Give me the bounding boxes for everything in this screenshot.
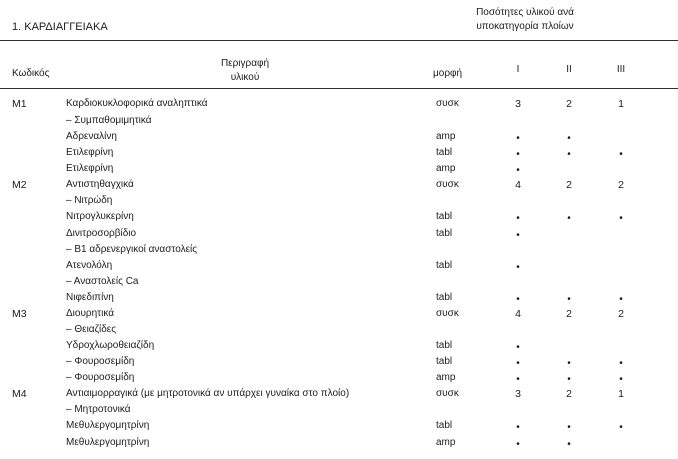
- row-form: tabl: [436, 211, 453, 222]
- availability-dot: •: [567, 133, 571, 144]
- row-form: tabl: [436, 228, 453, 239]
- column-header-code: Κωδικός: [12, 68, 50, 79]
- row-form: συσκ: [436, 98, 459, 109]
- availability-dot: •: [516, 213, 520, 224]
- availability-dot: •: [567, 358, 571, 369]
- row-code: M2: [12, 179, 27, 191]
- quantity-value: 2: [566, 308, 572, 320]
- column-header-description-line-2: υλικού: [230, 72, 260, 83]
- availability-dot: •: [567, 422, 571, 433]
- header-bottom-rule: [0, 88, 678, 89]
- quantity-value: 4: [515, 308, 521, 320]
- availability-dot: •: [619, 358, 623, 369]
- row-description: Υδροχλωροθειαζίδη: [66, 340, 155, 351]
- row-form: tabl: [436, 356, 453, 367]
- row-form: tabl: [436, 420, 453, 431]
- availability-dot: •: [516, 374, 520, 385]
- availability-dot: •: [516, 262, 520, 273]
- availability-dot: •: [619, 374, 623, 385]
- row-description: – Β1 αδρενεργικοί αναστολείς: [66, 244, 198, 255]
- availability-dot: •: [516, 149, 520, 160]
- row-form: tabl: [436, 292, 453, 303]
- availability-dot: •: [516, 133, 520, 144]
- row-form: tabl: [436, 340, 453, 351]
- row-description: Αντιαιμορραγικά (με μητροτονικά αν υπάρχει γυναίκα στο πλοίο): [66, 388, 350, 399]
- section-title: 1. ΚΑΡΔΙΑΓΓΕΙΑΚΑ: [12, 21, 108, 33]
- quantity-value: 3: [515, 98, 521, 110]
- availability-dot: •: [516, 422, 520, 433]
- row-description: – Νιτρώδη: [66, 195, 113, 206]
- row-description: Νιφεδιπίνη: [66, 292, 114, 303]
- row-description: Αντιστηθαγχικά: [66, 179, 134, 190]
- availability-dot: •: [516, 230, 520, 241]
- row-description: – Συμπαθομιμητικά: [66, 115, 152, 126]
- row-description: Ετιλεφρίνη: [66, 147, 114, 158]
- availability-dot: •: [567, 294, 571, 305]
- availability-dot: •: [516, 358, 520, 369]
- row-form: amp: [436, 372, 456, 383]
- quantity-value: 3: [515, 388, 521, 400]
- availability-dot: •: [516, 439, 520, 450]
- availability-dot: •: [516, 165, 520, 176]
- availability-dot: •: [567, 374, 571, 385]
- row-form: amp: [436, 163, 456, 174]
- row-description: Διουρητικά: [66, 308, 115, 319]
- quantity-value: 2: [566, 388, 572, 400]
- availability-dot: •: [516, 342, 520, 353]
- row-form: συσκ: [436, 179, 459, 190]
- row-description: Μεθυλεργομητρίνη: [66, 437, 150, 448]
- quantity-value: 4: [515, 179, 521, 191]
- row-description: Δινιτροσορβίδιο: [66, 228, 137, 239]
- row-description: Νιτρογλυκερίνη: [66, 211, 134, 222]
- row-form: amp: [436, 437, 456, 448]
- availability-dot: •: [567, 149, 571, 160]
- row-description: Ετιλεφρίνη: [66, 163, 114, 174]
- column-header-category-2: II: [566, 64, 572, 75]
- quantity-value: 2: [566, 179, 572, 191]
- availability-dot: •: [619, 294, 623, 305]
- row-form: συσκ: [436, 388, 459, 399]
- row-description: – Φουροσεμίδη: [66, 356, 135, 367]
- row-description: – Μητροτονικά: [66, 404, 131, 415]
- availability-dot: •: [567, 213, 571, 224]
- availability-dot: •: [619, 213, 623, 224]
- availability-dot: •: [567, 439, 571, 450]
- row-description: Αδρεναλίνη: [66, 131, 117, 142]
- row-description: – Φουροσεμίδη: [66, 372, 135, 383]
- row-form: tabl: [436, 260, 453, 271]
- quantity-value: 1: [618, 388, 624, 400]
- column-header-category-3: III: [616, 64, 626, 75]
- row-description: – Θειαζίδες: [66, 324, 117, 335]
- quantity-value: 1: [618, 98, 624, 110]
- availability-dot: •: [619, 149, 623, 160]
- row-form: tabl: [436, 147, 453, 158]
- row-form: συσκ: [436, 308, 459, 319]
- quantity-group-header-line-1: Ποσότητες υλικού ανά: [476, 7, 574, 18]
- row-description: Ατενολόλη: [66, 260, 113, 271]
- row-code: M4: [12, 388, 27, 400]
- quantity-value: 2: [566, 98, 572, 110]
- availability-dot: •: [619, 422, 623, 433]
- quantity-group-header-line-2: υποκατηγορία πλοίων: [476, 21, 574, 32]
- quantity-value: 2: [618, 308, 624, 320]
- row-form: amp: [436, 131, 456, 142]
- availability-dot: •: [516, 294, 520, 305]
- row-code: M1: [12, 98, 27, 110]
- row-description: – Αναστολείς Ca: [66, 276, 139, 287]
- row-code: M3: [12, 308, 27, 320]
- column-header-form: μορφή: [433, 68, 463, 79]
- row-description: Μεθυλεργομητρίνη: [66, 420, 150, 431]
- column-header-description-line-1: Περιγραφή: [220, 58, 270, 69]
- column-header-description: [190, 57, 300, 85]
- quantity-group-header: [440, 6, 610, 34]
- header-top-rule: [0, 40, 678, 41]
- row-description: Καρδιοκυκλοφορικά αναληπτικά: [66, 98, 208, 109]
- quantity-value: 2: [618, 179, 624, 191]
- column-header-category-1: I: [516, 64, 520, 75]
